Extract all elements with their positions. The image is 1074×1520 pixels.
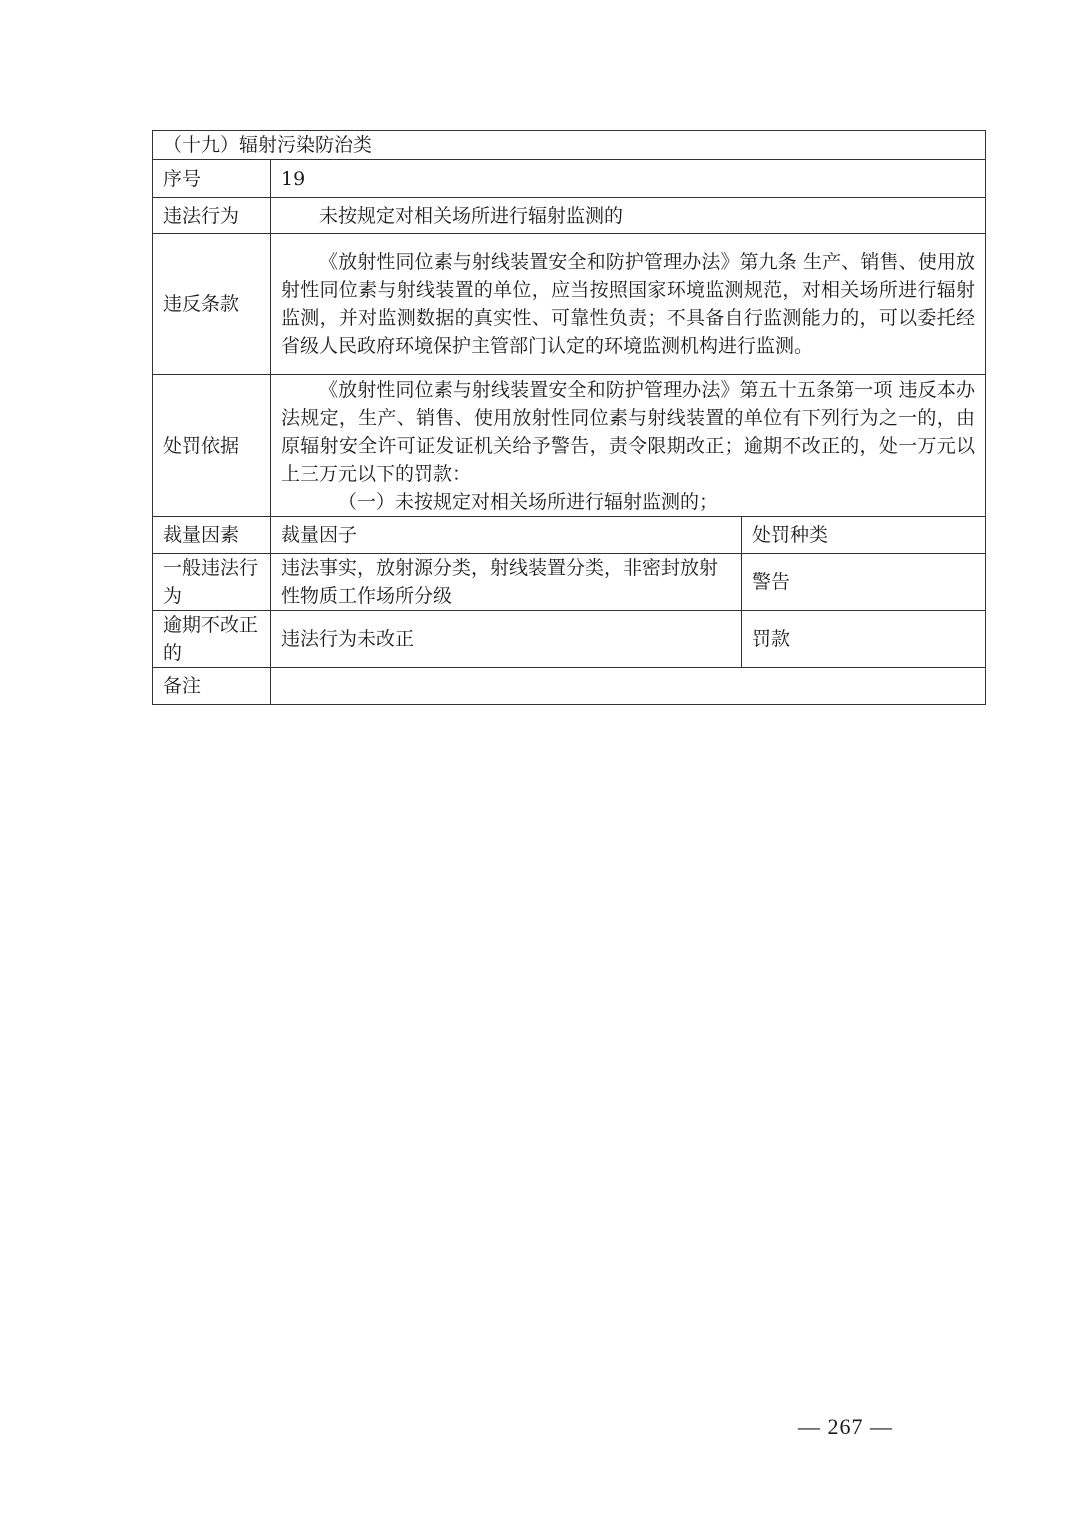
row-label: 一般违法行为 xyxy=(153,554,271,611)
penalty-type-header: 处罚种类 xyxy=(742,517,986,554)
violated-clause-row xyxy=(153,234,986,375)
remarks-row xyxy=(153,668,986,705)
remarks-value xyxy=(271,668,986,705)
table-row xyxy=(153,554,986,611)
violation-value-cell xyxy=(271,198,986,234)
violated-clause-label: 违反条款 xyxy=(153,234,271,375)
violated-clause-cell xyxy=(271,234,986,375)
penalty-basis-row xyxy=(153,375,986,517)
penalty-table xyxy=(152,130,986,705)
discretion-header-label: 裁量因素 xyxy=(153,517,271,554)
row-label: 逾期不改正的 xyxy=(153,611,271,668)
row-penalty: 警告 xyxy=(742,554,986,611)
serial-label: 序号 xyxy=(153,160,271,198)
violation-label: 违法行为 xyxy=(153,198,271,234)
penalty-basis-label: 处罚依据 xyxy=(153,375,271,517)
row-factor: 违法事实，放射源分类，射线装置分类，非密封放射性物质工作场所分级 xyxy=(271,554,742,611)
violated-clause-text: 《放射性同位素与射线装置安全和防护管理办法》第九条 生产、销售、使用放射性同位素与射线装置的单位，应当按照国家环境监测规范，对相关场所进行辐射监测，并对监测数据的真实性、可靠性负责；不具备自行监测能力的，可以委托经省级人民政府环境保护主管部门认定的环境监测机构进行监测。 xyxy=(281,251,975,357)
violation-row xyxy=(153,198,986,234)
page-number: — 267 — xyxy=(798,1414,893,1439)
serial-row xyxy=(153,160,986,198)
violation-value: 未按规定对相关场所进行辐射监测的 xyxy=(319,204,624,227)
discretion-factor-header: 裁量因子 xyxy=(271,517,742,554)
penalty-basis-cell xyxy=(271,375,986,517)
remarks-label: 备注 xyxy=(153,668,271,705)
discretion-header-row xyxy=(153,517,986,554)
table-row xyxy=(153,611,986,668)
penalty-basis-item: （一）未按规定对相关场所进行辐射监测的； xyxy=(338,490,719,513)
row-penalty: 罚款 xyxy=(742,611,986,668)
category-title: （十九）辐射污染防治类 xyxy=(153,131,986,160)
category-row xyxy=(153,131,986,160)
row-factor: 违法行为未改正 xyxy=(271,611,742,668)
serial-value: 19 xyxy=(271,160,986,198)
penalty-basis-text: 《放射性同位素与射线装置安全和防护管理办法》第五十五条第一项 违反本办法规定，生产、销售、使用放射性同位素与射线装置的单位有下列行为之一的，由原辐射安全许可证发证机关给予警告，责令限期改正；逾期不改正的，处一万元以上三万元以下的罚款： xyxy=(281,378,975,485)
